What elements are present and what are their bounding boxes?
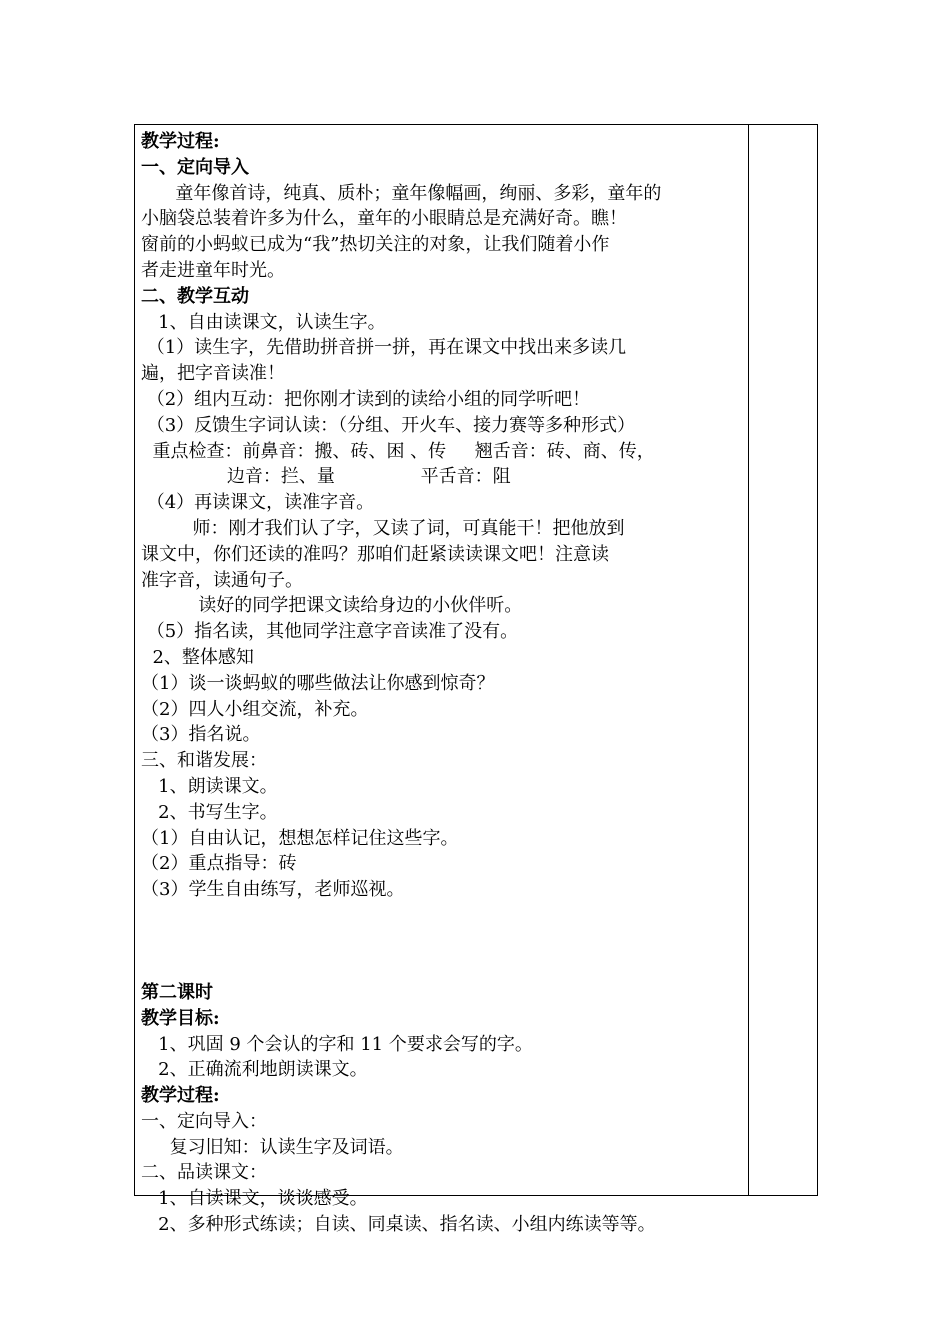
text-line: 1、自由读课文，认读生字。 [141, 311, 386, 333]
text-line: 三、和谐发展： [141, 750, 267, 772]
goals-heading: 教学目标: [141, 1007, 220, 1029]
text-line: （3）反馈生字词认读：（分组、开火车、接力赛等多种形式） [141, 414, 636, 436]
text-line: 二、品读课文： [141, 1162, 267, 1184]
text-line: （1）读生字，先借助拼音拼一拼，再在课文中找出来多读几 [141, 337, 627, 359]
text-line: 边音：拦、量 平舌音：阻 [141, 466, 511, 488]
text-line: （5）指名读，其他同学注意字音读准了没有。 [141, 621, 519, 643]
column-divider [748, 125, 749, 1195]
lesson-plan-table [134, 124, 818, 1236]
text-line: 一、定向导入： [141, 1110, 267, 1132]
goal-line: 1、巩固 9 个会认的字和 11 个要求会写的字。 [141, 1033, 533, 1055]
text-line: 2、多种形式练读；自读、同桌读、指名读、小组内练读等等。 [141, 1214, 656, 1236]
text-line: （2）重点指导：砖 [141, 853, 297, 875]
text-line: （3）学生自由练写，老师巡视。 [141, 879, 405, 901]
lesson-content-cell [141, 129, 743, 1238]
text-line: （2）四人小组交流，补充。 [141, 698, 369, 720]
part-title: 二、教学互动 [141, 285, 249, 307]
process-heading: 教学过程: [141, 1085, 220, 1107]
text-line: （1）谈一谈蚂蚁的哪些做法让你感到惊奇？ [141, 672, 495, 694]
text-line: （4）再读课文，读准字音。 [141, 492, 375, 514]
text-line: 2、书写生字。 [141, 801, 278, 823]
intro-line: 童年像首诗，纯真、质朴；童年像幅画，绚丽、多彩，童年的 [141, 182, 662, 204]
text-line: （1）自由认记，想想怎样记住这些字。 [141, 827, 459, 849]
text-line: 课文中，你们还读的准吗？那咱们赶紧读读课文吧！注意读 [141, 543, 609, 565]
section-heading: 教学过程: [141, 131, 220, 152]
text-line: 师：刚才我们认了字，又读了词，可真能干！把他放到 [141, 517, 625, 539]
text-line: 2、整体感知 [141, 646, 254, 668]
spacer [141, 903, 743, 980]
intro-line: 小脑袋总装着许多为什么，童年的小眼睛总是充满好奇。瞧！ [141, 208, 627, 230]
text-line: 1、朗读课文。 [141, 775, 278, 797]
lesson-title: 第二课时 [141, 981, 213, 1003]
text-line: 读好的同学把课文读给身边的小伙伴听。 [141, 595, 523, 617]
text-line: （2）组内互动：把你刚才读到的读给小组的同学听吧！ [141, 388, 591, 410]
text-line: 复习旧知：认读生字及词语。 [141, 1136, 404, 1158]
intro-line: 窗前的小蚂蚁已成为“我”热切关注的对象，让我们随着小作 [141, 234, 610, 256]
text-line: 准字音，读通句子。 [141, 569, 303, 591]
text-line: 重点检查：前鼻音：搬、砖、困 、传 翘舌音：砖、商、传， [141, 440, 655, 462]
text-line: 遍，把字音读准！ [141, 363, 285, 385]
text-line: 1、自读课文，谈谈感受。 [141, 1188, 368, 1210]
intro-line: 者走进童年时光。 [141, 259, 285, 281]
part-title: 一、定向导入 [141, 156, 249, 178]
goal-line: 2、正确流利地朗读课文。 [141, 1059, 368, 1081]
text-line: （3）指名说。 [141, 724, 261, 746]
